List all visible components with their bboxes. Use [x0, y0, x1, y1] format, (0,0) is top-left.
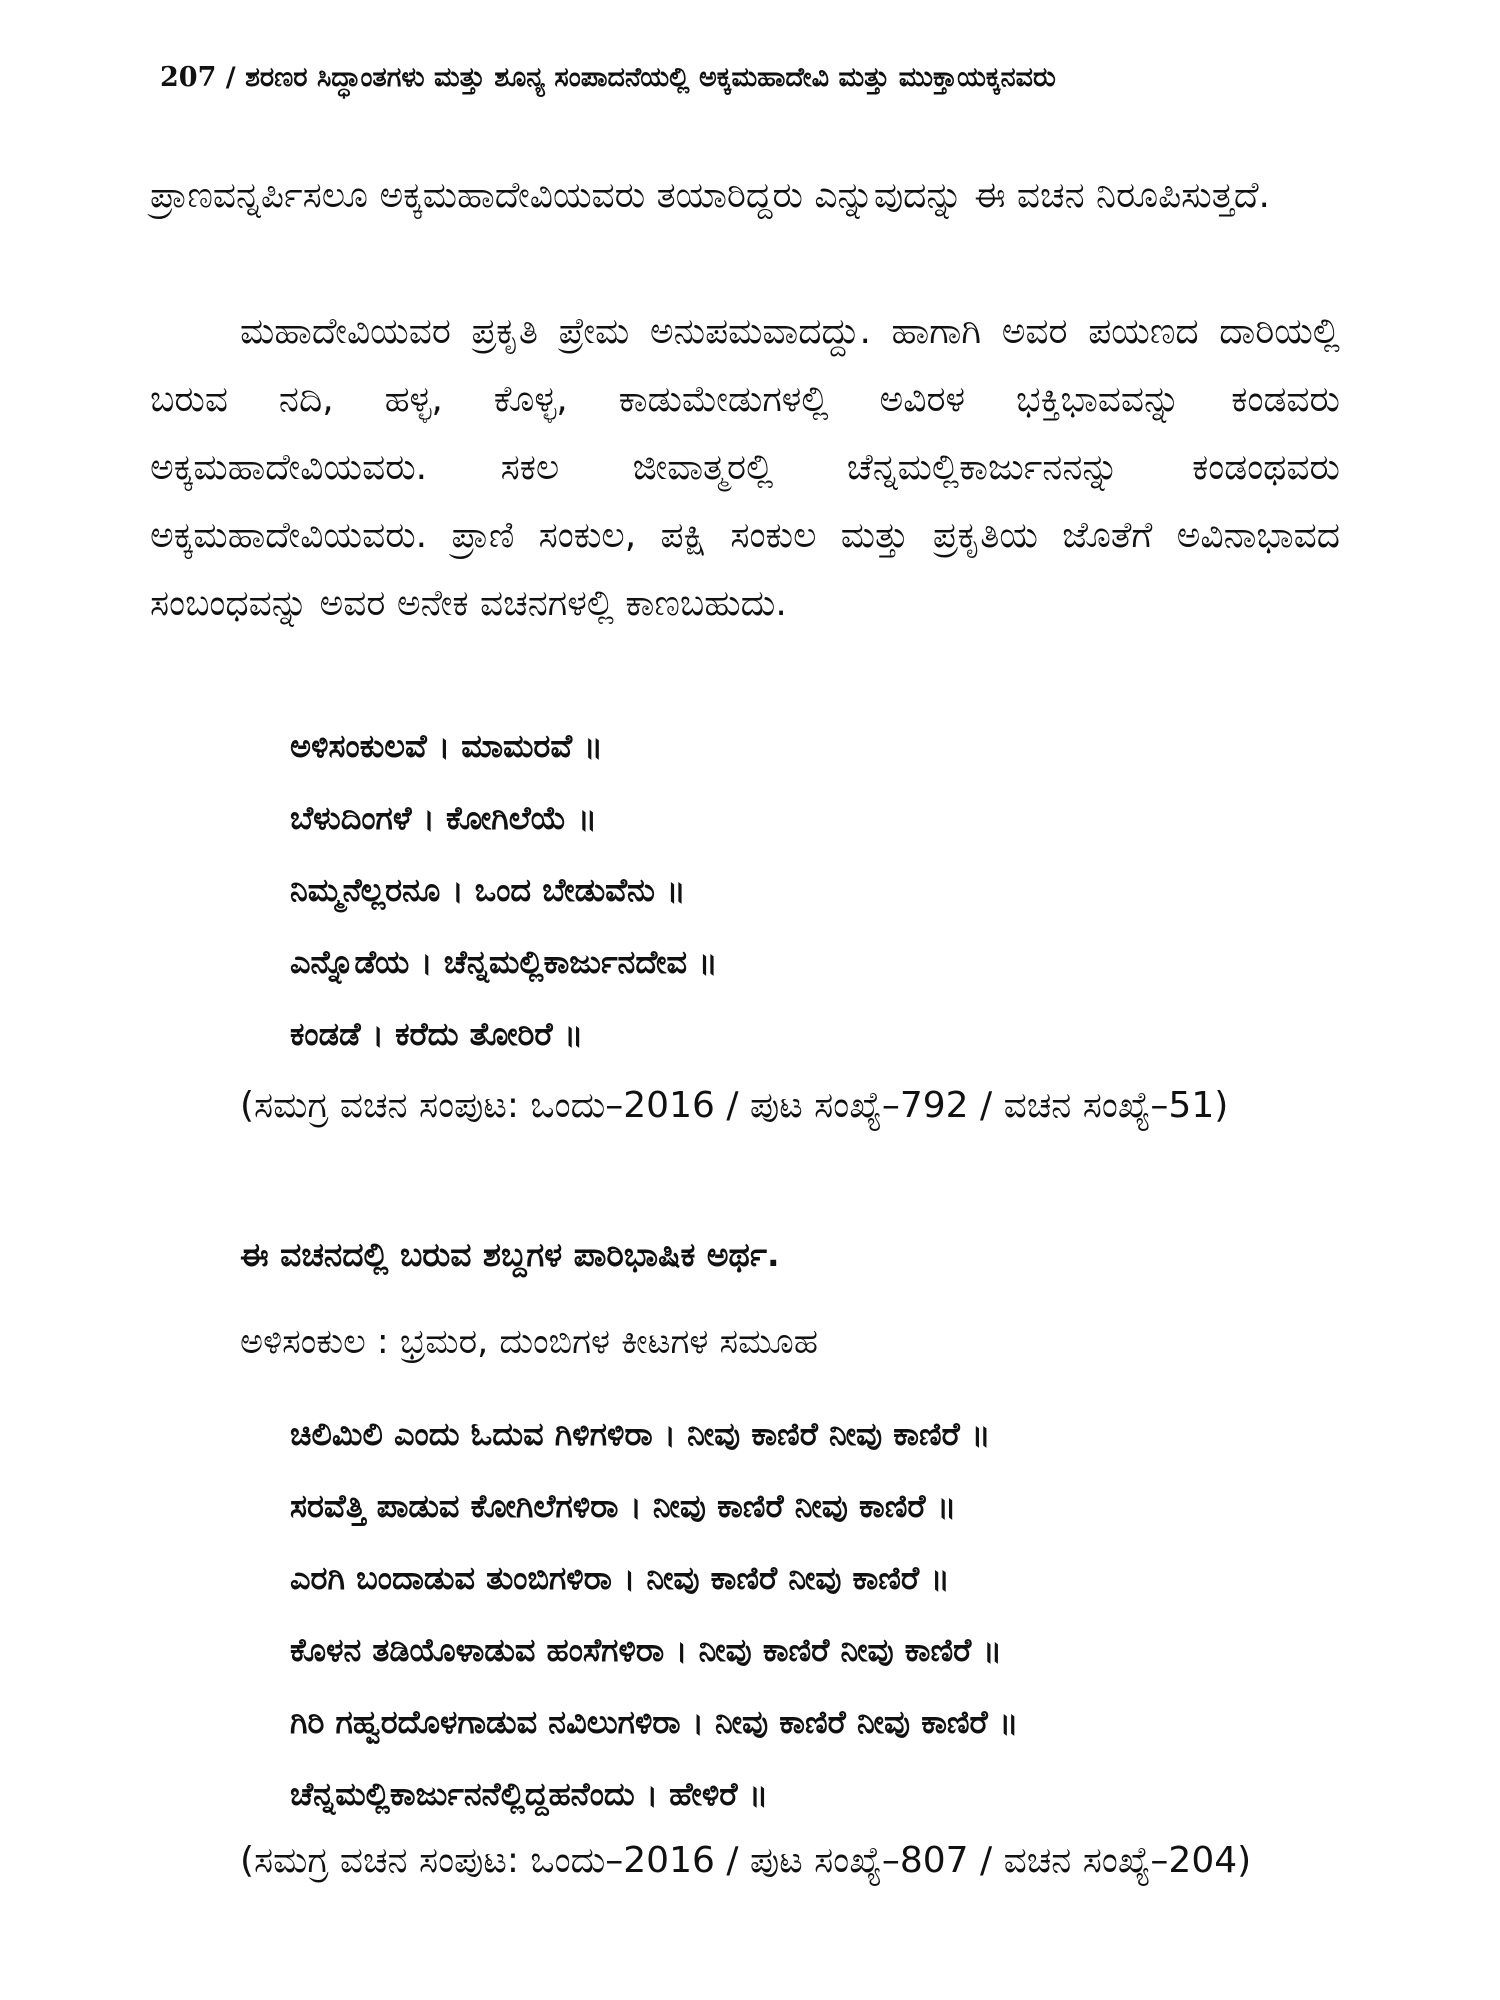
verse-line: ಸರವೆತ್ತಿ ಪಾಡುವ ಕೋಗಿಲೆಗಳಿರಾ । ನೀವು ಕಾಣಿರೆ ನೀವು ಕಾಣಿರೆ ॥	[290, 1487, 957, 1525]
verse-line: ನಿಮ್ಮನೆಲ್ಲರನೂ । ಒಂದ ಬೇಡುವೆನು ॥	[290, 871, 686, 909]
verse-line: ಎನ್ನೊಡೆಯ । ಚೆನ್ನಮಲ್ಲಿಕಾರ್ಜುನದೇವ ॥	[290, 943, 718, 981]
verse-line: ಕೊಳನ ತಡಿಯೊಳಾಡುವ ಹಂಸೆಗಳಿರಾ । ನೀವು ಕಾಣಿರೆ ನೀವು ಕಾಣಿರೆ ॥	[290, 1631, 1002, 1669]
verse-1	[290, 710, 1350, 1070]
header-title: ಶರಣರ ಸಿದ್ಧಾಂತಗಳು ಮತ್ತು ಶೂನ್ಯ ಸಂಪಾದನೆಯಲ್ಲಿ ಅಕ್ಕಮಹಾದೇವಿ ಮತ್ತು ಮುಕ್ತಾಯಕ್ಕನವರು	[245, 62, 1056, 93]
paragraph-1	[150, 162, 1340, 230]
verse-line: ಗಿರಿ ಗಹ್ವರದೊಳಗಾಡುವ ನವಿಲುಗಳಿರಾ । ನೀವು ಕಾಣಿರೆ ನೀವು ಕಾಣಿರೆ ॥	[290, 1703, 1019, 1741]
page-number: 207	[160, 62, 217, 93]
verse-line: ಬೆಳುದಿಂಗಳೆ । ಕೋಗಿಲೆಯೆ ॥	[290, 799, 597, 837]
verse-line: ಚೆನ್ನಮಲ್ಲಿಕಾರ್ಜುನನೆಲ್ಲಿದ್ದಹನೆಂದು । ಹೇಳಿರೆ ॥	[290, 1775, 769, 1813]
running-header	[160, 62, 1360, 94]
definition-line: ಅಳಿಸಂಕುಲ : ಭ್ರಮರ, ದುಂಬಿಗಳ ಕೀಟಗಳ ಸಮೂಹ	[240, 1322, 818, 1362]
paragraph-1-text: ಪ್ರಾಣವನ್ನರ್ಪಿಸಲೂ ಅಕ್ಕಮಹಾದೇವಿಯವರು ತಯಾರಿದ್ದರು ಎನ್ನುವುದನ್ನು ಈ ವಚನ ನಿರೂಪಿಸುತ್ತದೆ.	[150, 175, 1270, 216]
verse-line: ಚಿಲಿಮಿಲಿ ಎಂದು ಓದುವ ಗಿಳಿಗಳಿರಾ । ನೀವು ಕಾಣಿರೆ ನೀವು ಕಾಣಿರೆ ॥	[290, 1415, 991, 1453]
citation-1	[150, 1075, 1340, 1137]
verse-line: ಕಂಡಡೆ । ಕರೆದು ತೋರಿರೆ ॥	[290, 1015, 584, 1053]
citation-1-text: (ಸಮಗ್ರ ವಚನ ಸಂಪುಟ: ಒಂದು–2016 / ಪುಟ ಸಂಖ್ಯೆ–792 / ವಚನ ಸಂಖ್ಯೆ–51)	[240, 1085, 1229, 1126]
paragraph-2	[150, 298, 1340, 638]
definitions-heading: ಈ ವಚನದಲ್ಲಿ ಬರುವ ಶಬ್ದಗಳ ಪಾರಿಭಾಷಿಕ ಅರ್ಥ.	[240, 1235, 780, 1274]
header-separator: /	[225, 62, 236, 93]
verse-2	[290, 1398, 1350, 1830]
citation-2	[150, 1830, 1340, 1892]
verse-line: ಎರಗಿ ಬಂದಾಡುವ ತುಂಬಿಗಳಿರಾ । ನೀವು ಕಾಣಿರೆ ನೀವು ಕಾಣಿರೆ ॥	[290, 1559, 950, 1597]
verse-line: ಅಳಿಸಂಕುಲವೆ । ಮಾಮರವೆ ॥	[290, 727, 603, 765]
citation-2-text: (ಸಮಗ್ರ ವಚನ ಸಂಪುಟ: ಒಂದು–2016 / ಪುಟ ಸಂಖ್ಯೆ–807 / ವಚನ ಸಂಖ್ಯೆ–204)	[240, 1840, 1252, 1881]
paragraph-2-text: ಮಹಾದೇವಿಯವರ ಪ್ರಕೃತಿ ಪ್ರೇಮ ಅನುಪಮವಾದದ್ದು. ಹಾಗಾಗಿ ಅವರ ಪಯಣದ ದಾರಿಯಲ್ಲಿ ಬರುವ ನದಿ, ಹಳ್ಳ, ಕೊಳ್ಳ, ಕಾಡುಮೇಡುಗಳಲ್ಲಿ ಅವಿರಳ ಭಕ್ತಿಭಾವವನ್ನು ಕಂಡವರು ಅಕ್ಕಮಹಾದೇವಿಯವರು. ಸಕಲ ಜೀವಾತ್ಮರಲ್ಲಿ ಚೆನ್ನಮಲ್ಲಿಕಾರ್ಜುನನನ್ನು ಕಂಡಂಥವರು ಅಕ್ಕಮಹಾದೇವಿಯವರು. ಪ್ರಾಣಿ ಸಂಕುಲ, ಪಕ್ಷಿ ಸಂಕುಲ ಮತ್ತು ಪ್ರಕೃತಿಯ ಜೊತೆಗೆ ಅವಿನಾಭಾವದ ಸಂಬಂಧವನ್ನು ಅವರ ಅನೇಕ ವಚನಗಳಲ್ಲಿ ಕಾಣಬಹುದು.	[150, 311, 1340, 624]
